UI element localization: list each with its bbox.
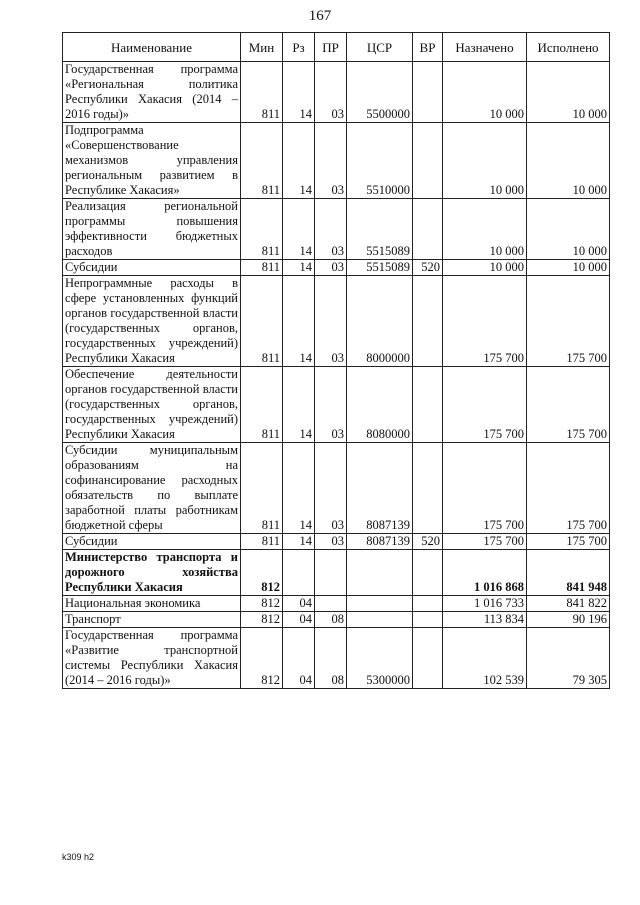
cell-name: Реализация региональной программы повышения эффективности бюджетных расходов	[63, 199, 241, 260]
cell-assigned: 10 000	[443, 62, 527, 123]
cell-min: 812	[241, 596, 283, 612]
cell-assigned: 175 700	[443, 276, 527, 367]
cell-rz: 14	[283, 276, 315, 367]
cell-csr: 5300000	[347, 628, 413, 689]
cell-executed: 841 822	[527, 596, 610, 612]
table-row	[63, 628, 610, 689]
cell-assigned: 175 700	[443, 534, 527, 550]
cell-name: Субсидии	[63, 260, 241, 276]
cell-vr	[413, 443, 443, 534]
table-row	[63, 123, 610, 199]
cell-executed: 841 948	[527, 550, 610, 596]
cell-csr: 8080000	[347, 367, 413, 443]
cell-name: Субсидии муниципальным образованиям на софинансирование расходных обязательств по выплате заработной платы работникам бюджетной сферы	[63, 443, 241, 534]
cell-executed: 175 700	[527, 443, 610, 534]
cell-min: 811	[241, 367, 283, 443]
cell-pr: 03	[315, 534, 347, 550]
cell-name: Государственная программа «Развитие транспортной системы Республики Хакасия (2014 – 2016 годы)»	[63, 628, 241, 689]
cell-csr: 5515089	[347, 260, 413, 276]
table-row	[63, 199, 610, 260]
cell-pr: 03	[315, 62, 347, 123]
table-row	[63, 367, 610, 443]
table-row	[63, 550, 610, 596]
table-row	[63, 534, 610, 550]
cell-min: 812	[241, 628, 283, 689]
cell-executed: 10 000	[527, 199, 610, 260]
cell-executed: 79 305	[527, 628, 610, 689]
cell-vr	[413, 367, 443, 443]
cell-csr: 5510000	[347, 123, 413, 199]
cell-min: 812	[241, 612, 283, 628]
cell-csr	[347, 596, 413, 612]
budget-table	[62, 32, 610, 689]
cell-executed: 10 000	[527, 123, 610, 199]
cell-rz: 14	[283, 123, 315, 199]
cell-csr	[347, 550, 413, 596]
table-row	[63, 260, 610, 276]
cell-pr: 03	[315, 260, 347, 276]
cell-vr	[413, 62, 443, 123]
cell-name: Обеспечение деятельности органов государственной власти (государственных органов, государственных учреждений) Республики Хакасия	[63, 367, 241, 443]
cell-pr	[315, 596, 347, 612]
cell-rz	[283, 550, 315, 596]
cell-rz: 04	[283, 628, 315, 689]
cell-min: 811	[241, 443, 283, 534]
cell-vr	[413, 596, 443, 612]
cell-executed: 10 000	[527, 62, 610, 123]
cell-pr: 03	[315, 443, 347, 534]
cell-vr	[413, 612, 443, 628]
table-row	[63, 612, 610, 628]
cell-pr: 03	[315, 276, 347, 367]
table-body	[63, 62, 610, 689]
cell-assigned: 175 700	[443, 367, 527, 443]
cell-executed: 175 700	[527, 276, 610, 367]
cell-assigned: 1 016 733	[443, 596, 527, 612]
table-header-row	[63, 33, 610, 62]
cell-pr: 08	[315, 628, 347, 689]
cell-rz: 04	[283, 612, 315, 628]
cell-name: Национальная экономика	[63, 596, 241, 612]
cell-executed: 175 700	[527, 534, 610, 550]
cell-rz: 14	[283, 534, 315, 550]
cell-vr: 520	[413, 260, 443, 276]
cell-min: 811	[241, 260, 283, 276]
col-header-vr: ВР	[413, 33, 443, 62]
cell-rz: 14	[283, 62, 315, 123]
cell-csr: 5500000	[347, 62, 413, 123]
cell-vr	[413, 550, 443, 596]
table-row	[63, 62, 610, 123]
col-header-min: Мин	[241, 33, 283, 62]
cell-min: 811	[241, 199, 283, 260]
cell-assigned: 10 000	[443, 199, 527, 260]
cell-rz: 14	[283, 443, 315, 534]
cell-min: 811	[241, 276, 283, 367]
cell-pr: 03	[315, 199, 347, 260]
cell-name: Транспорт	[63, 612, 241, 628]
cell-vr	[413, 628, 443, 689]
cell-pr: 08	[315, 612, 347, 628]
col-header-pr: ПР	[315, 33, 347, 62]
col-header-assigned: Назначено	[443, 33, 527, 62]
cell-assigned: 113 834	[443, 612, 527, 628]
cell-min: 811	[241, 534, 283, 550]
cell-csr: 8000000	[347, 276, 413, 367]
cell-pr	[315, 550, 347, 596]
cell-executed: 175 700	[527, 367, 610, 443]
cell-min: 812	[241, 550, 283, 596]
cell-executed: 10 000	[527, 260, 610, 276]
cell-rz: 14	[283, 260, 315, 276]
cell-name: Министерство транспорта и дорожного хозяйства Республики Хакасия	[63, 550, 241, 596]
table-row	[63, 443, 610, 534]
cell-vr	[413, 123, 443, 199]
cell-csr	[347, 612, 413, 628]
cell-vr: 520	[413, 534, 443, 550]
col-header-csr: ЦСР	[347, 33, 413, 62]
cell-min: 811	[241, 62, 283, 123]
cell-pr: 03	[315, 367, 347, 443]
cell-rz: 04	[283, 596, 315, 612]
cell-name: Подпрограмма «Совершенствование механизмов управления региональным развитием в Республике Хакасия»	[63, 123, 241, 199]
cell-executed: 90 196	[527, 612, 610, 628]
cell-csr: 5515089	[347, 199, 413, 260]
cell-min: 811	[241, 123, 283, 199]
cell-csr: 8087139	[347, 534, 413, 550]
cell-assigned: 10 000	[443, 260, 527, 276]
cell-assigned: 102 539	[443, 628, 527, 689]
cell-rz: 14	[283, 199, 315, 260]
cell-name: Непрограммные расходы в сфере установленных функций органов государственной власти (государственных органов, государственных учреждений) Республики Хакасия	[63, 276, 241, 367]
col-header-rz: Рз	[283, 33, 315, 62]
footer-code: k309 h2	[62, 852, 95, 862]
cell-vr	[413, 276, 443, 367]
cell-vr	[413, 199, 443, 260]
table-row	[63, 276, 610, 367]
cell-csr: 8087139	[347, 443, 413, 534]
col-header-executed: Исполнено	[527, 33, 610, 62]
cell-assigned: 175 700	[443, 443, 527, 534]
cell-assigned: 10 000	[443, 123, 527, 199]
cell-name: Субсидии	[63, 534, 241, 550]
cell-assigned: 1 016 868	[443, 550, 527, 596]
page-number: 167	[308, 8, 332, 24]
col-header-name: Наименование	[63, 33, 241, 62]
table-row	[63, 596, 610, 612]
cell-rz: 14	[283, 367, 315, 443]
cell-pr: 03	[315, 123, 347, 199]
cell-name: Государственная программа «Региональная политика Республики Хакасия (2014 – 2016 годы)»	[63, 62, 241, 123]
